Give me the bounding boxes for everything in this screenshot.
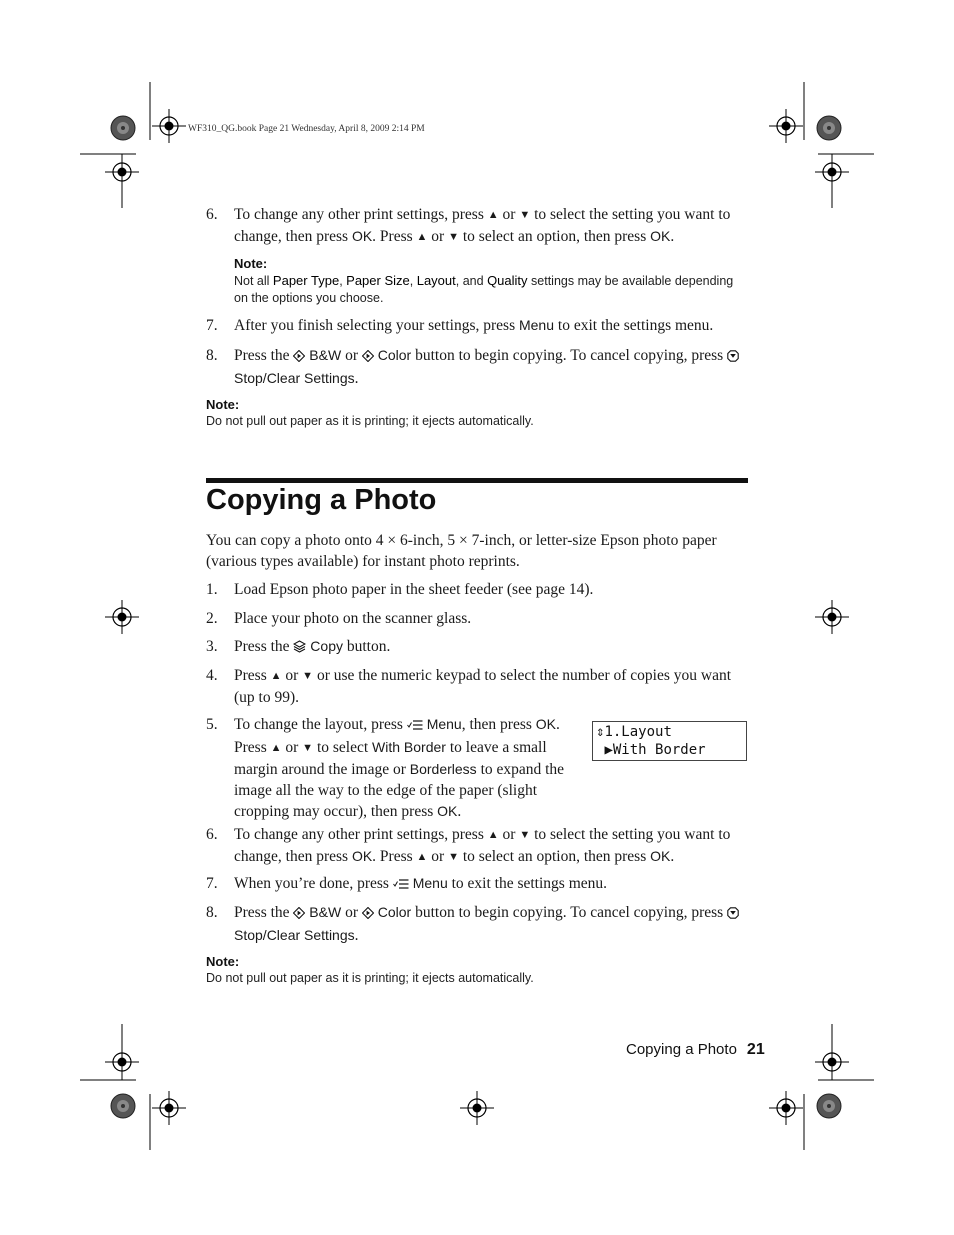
stop-icon (727, 347, 739, 368)
up-triangle-icon: ▲ (416, 231, 428, 243)
up-triangle-icon: ▲ (270, 742, 282, 754)
note-pull-paper-1: Note: Do not pull out paper as it is printing; it ejects automatically. (206, 397, 534, 428)
diamond-start-icon (293, 347, 305, 368)
lcd-line-2: With Border (612, 742, 706, 758)
page-number: 21 (746, 1041, 765, 1058)
file-header: WF310_QG.book Page 21 Wednesday, April 8, 2009 2:14 PM (188, 124, 425, 134)
down-triangle-icon: ▼ (519, 829, 531, 841)
down-triangle-icon: ▼ (302, 670, 314, 682)
section-title: Copying a Photo (206, 484, 437, 516)
section-intro: You can copy a photo onto 4 × 6-inch, 5 × 7-inch, or letter-size Epson photo paper (various types available) for instant photo reprints. (206, 532, 717, 570)
lcd-line-1: 1.Layout (604, 724, 672, 740)
diamond-start-icon (293, 904, 305, 925)
updown-arrow-icon: ⇕ (596, 724, 605, 740)
section-rule (206, 478, 748, 483)
up-triangle-icon: ▲ (487, 209, 499, 221)
page-footer (626, 1041, 765, 1059)
note-pull-paper-2: Note: Do not pull out paper as it is printing; it ejects automatically. (206, 954, 534, 985)
down-triangle-icon: ▼ (448, 851, 459, 863)
inner-note: Note: Not all Paper Type, Paper Size, Layout, and Quality settings may be available depending on the options you choose. (234, 256, 734, 305)
footer-title: Copying a Photo (626, 1041, 737, 1058)
menu-icon (407, 716, 423, 737)
down-triangle-icon: ▼ (302, 742, 314, 754)
menu-icon (393, 875, 409, 896)
up-triangle-icon: ▲ (270, 670, 282, 682)
diamond-start-icon (362, 904, 374, 925)
up-triangle-icon: ▲ (487, 829, 499, 841)
up-triangle-icon: ▲ (416, 851, 428, 863)
down-triangle-icon: ▼ (448, 231, 459, 243)
stop-icon (727, 904, 739, 925)
down-triangle-icon: ▼ (519, 209, 531, 221)
copy-icon (293, 638, 306, 659)
diamond-start-icon (362, 347, 374, 368)
page: WF310_QG.book Page 21 Wednesday, April 8, 2009 2:14 PM 6. To change any other print settings, press ▲ or ▼ to select the setting you want to change, then press OK. Press ▲ or ▼ to select an option, then press OK. Note: Not all Paper Type, Paper Size, Layout, and Quality settings may be available depending on the options you choose. 7. After you finish selecting your settings, press Menu to exit the settings menu. 8. Press the B&W or Color button to begin copying. To cancel copying, press Stop/Clear Settings. Note: Do not pull out paper as it is printing; it ejects automatically. Copying a Photo You can copy a photo onto 4 × 6-inch, 5 × 7-inch, or letter-size Epson photo paper (various types available) for instant photo reprints. 1. Load Epson photo paper in the sheet feeder (see page 14). 2. Place your photo on the scanner glass. 3. Press the Copy button. 4. Press ▲ or ▼ or use the numeric keypad to select the number of copies you want (up to 99). 5. To change the layout, press Menu, then press OK. Press ▲ or ▼ to select With Border to leave a small margin around the image or Borderless to expand the image all the way to the edge of the paper (slight cropping may occur), then press OK. ⇕1.Layout ▶With Border 6. To change any other print settings, press ▲ or ▼ to select the setting you want to change, then press OK. Press ▲ or ▼ to select an option, then press OK. 7. When you’re done, press Menu to exit the settings menu. 8. Press the B&W or Color button to begin copying. To cancel copying, press Stop/Clear Settings. Note: Do not pull out paper as it is printing; it ejects automatically. Copying a Photo 21 (0, 0, 954, 1235)
right-pointer-icon: ▶ (604, 742, 613, 758)
lcd-display (592, 721, 747, 761)
